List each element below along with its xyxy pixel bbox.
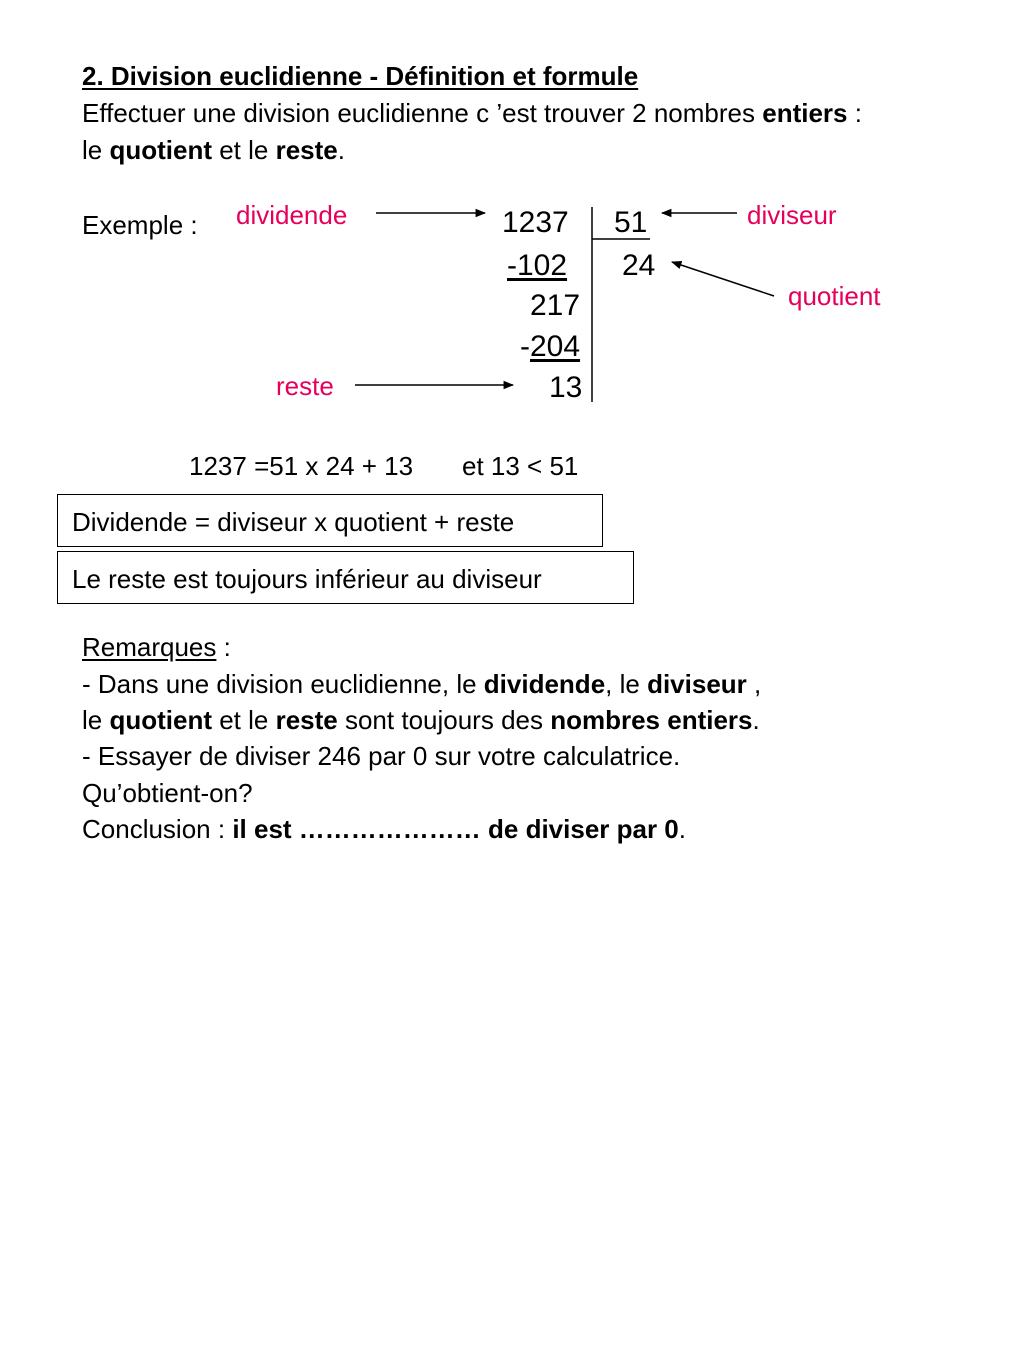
arrow-quotient: [672, 262, 774, 296]
remark-conclusion: Conclusion : il est ………………… de diviser par 0.: [82, 814, 687, 844]
annotation-dividende: dividende: [236, 200, 348, 230]
rule-box: Le reste est toujours inférieur au diviseur: [57, 551, 634, 604]
condition: et 13 < 51: [462, 451, 579, 481]
section-title: 2. Division euclidienne - Définition et formule: [82, 61, 639, 91]
annotation-quotient: quotient: [788, 281, 881, 311]
step-subtract-1: -102: [507, 249, 568, 282]
remarks-heading: Remarques :: [82, 632, 231, 662]
intro-line-1: Effectuer une division euclidienne c ’est trouver 2 nombres entiers :: [82, 98, 862, 128]
annotation-reste: reste: [276, 371, 334, 401]
remark-line-2: le quotient et le reste sont toujours des nombres entiers.: [82, 705, 760, 735]
step-partial: 217: [530, 289, 581, 322]
annotation-diviseur: diviseur: [747, 200, 837, 230]
equation: 1237 =51 x 24 + 13: [189, 451, 414, 481]
remark-line-4: Qu’obtient-on?: [82, 778, 253, 808]
divisor: 51: [614, 206, 648, 239]
example-label: Exemple :: [82, 210, 198, 240]
formula-box: Dividende = diviseur x quotient + reste: [57, 494, 603, 547]
quotient: 24: [622, 249, 656, 282]
remainder: 13: [549, 371, 583, 404]
intro-line-2: le quotient et le reste.: [82, 135, 345, 165]
remark-line-3: - Essayer de diviser 246 par 0 sur votre calculatrice.: [82, 741, 681, 771]
dividend: 1237: [502, 206, 569, 239]
remark-line-1: - Dans une division euclidienne, le dividende, le diviseur ,: [82, 669, 762, 699]
step-subtract-2: -204: [520, 330, 581, 363]
